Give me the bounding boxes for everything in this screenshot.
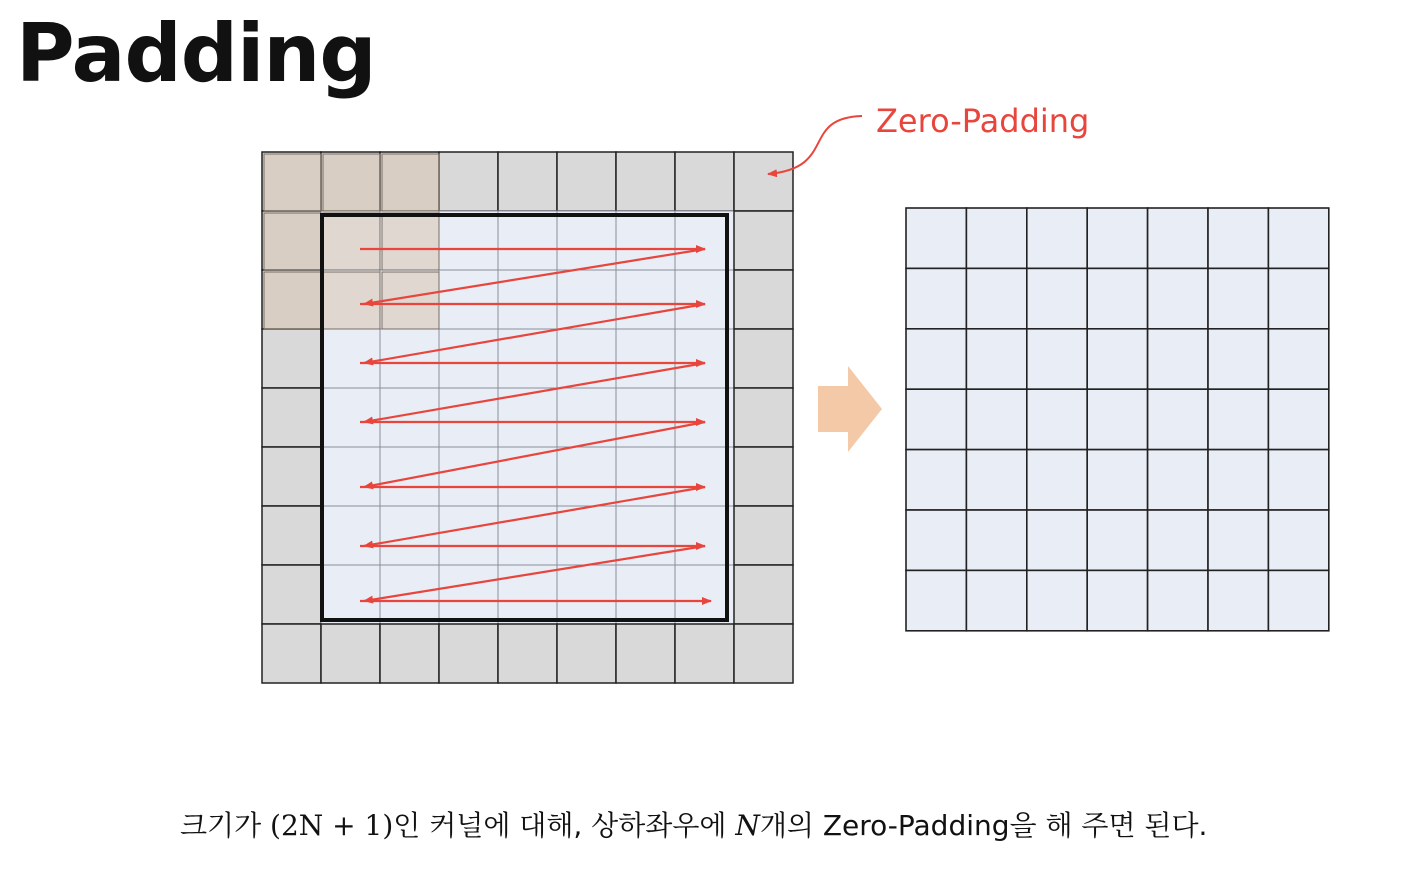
output-cell <box>1208 389 1268 449</box>
padding-cell <box>734 211 793 270</box>
output-cell <box>1027 208 1087 268</box>
output-cell <box>1268 389 1328 449</box>
input-cell <box>439 211 498 270</box>
input-cell <box>616 565 675 624</box>
padding-cell <box>675 624 734 683</box>
output-cell <box>1208 510 1268 570</box>
padding-cell <box>380 624 439 683</box>
input-cell <box>439 506 498 565</box>
input-cell <box>321 565 380 624</box>
kernel-cell <box>264 213 321 270</box>
input-cell <box>498 211 557 270</box>
padding-cell <box>262 506 321 565</box>
output-cell <box>906 510 966 570</box>
output-cell <box>1208 570 1268 630</box>
input-cell <box>439 270 498 329</box>
output-cell <box>966 510 1026 570</box>
caption-n-symbol: N <box>735 809 760 842</box>
kernel-cell <box>264 272 321 329</box>
input-cell <box>616 270 675 329</box>
output-cell <box>1087 570 1147 630</box>
input-cell <box>439 388 498 447</box>
padding-cell <box>734 624 793 683</box>
kernel-overlay <box>264 154 439 329</box>
output-cell <box>966 329 1026 389</box>
zero-padding-label: Zero-Padding <box>876 102 1090 140</box>
output-cell <box>906 389 966 449</box>
padding-cell <box>675 152 734 211</box>
output-cell <box>966 208 1026 268</box>
input-cell <box>557 506 616 565</box>
output-cell <box>1208 208 1268 268</box>
page-title: Padding <box>16 7 376 100</box>
output-cell <box>1148 329 1208 389</box>
kernel-cell <box>323 213 380 270</box>
output-cell <box>966 268 1026 328</box>
output-cell <box>906 329 966 389</box>
input-cell <box>557 565 616 624</box>
padding-cell <box>262 565 321 624</box>
padding-cell <box>734 152 793 211</box>
output-cell <box>1027 389 1087 449</box>
output-cell <box>1087 389 1147 449</box>
output-cell <box>1148 268 1208 328</box>
padding-cell <box>262 447 321 506</box>
transform-arrow <box>818 366 882 452</box>
caption-part2: 인 커널에 대해, 상하좌우에 <box>393 809 736 842</box>
output-cell <box>1027 268 1087 328</box>
padding-cell <box>734 329 793 388</box>
output-grid <box>906 208 1329 631</box>
caption-part1: 크기가 <box>180 809 271 842</box>
padding-cell <box>498 152 557 211</box>
output-cell <box>1027 450 1087 510</box>
input-cell <box>321 506 380 565</box>
output-cell <box>1148 208 1208 268</box>
caption-part3: 개의 Zero-Padding을 해 주면 된다. <box>759 809 1208 842</box>
output-cell <box>966 450 1026 510</box>
output-cell <box>1208 329 1268 389</box>
padding-cell <box>734 270 793 329</box>
output-cell <box>1087 510 1147 570</box>
output-cell <box>1268 570 1328 630</box>
kernel-cell <box>382 213 439 270</box>
output-cell <box>1087 450 1147 510</box>
input-cell <box>557 211 616 270</box>
output-cell <box>1268 208 1328 268</box>
output-cell <box>1148 450 1208 510</box>
output-cell <box>1148 570 1208 630</box>
output-cell <box>1087 208 1147 268</box>
input-cell <box>321 447 380 506</box>
output-cell <box>1148 510 1208 570</box>
input-cell <box>321 388 380 447</box>
input-cell <box>557 388 616 447</box>
output-cell <box>1208 268 1268 328</box>
output-cell <box>906 268 966 328</box>
padding-cell <box>734 447 793 506</box>
padding-cell <box>616 152 675 211</box>
kernel-cell <box>382 154 439 211</box>
output-cell <box>1208 450 1268 510</box>
output-cell <box>1087 268 1147 328</box>
kernel-cell <box>323 272 380 329</box>
output-cell <box>1027 510 1087 570</box>
input-cell <box>321 329 380 388</box>
padding-cell <box>557 624 616 683</box>
output-cell <box>1268 268 1328 328</box>
input-cell <box>557 447 616 506</box>
output-cell <box>1268 329 1328 389</box>
kernel-cell <box>264 154 321 211</box>
kernel-cell <box>323 154 380 211</box>
output-cell <box>1027 570 1087 630</box>
padding-cell <box>734 388 793 447</box>
output-cell <box>1027 329 1087 389</box>
output-cell <box>1148 389 1208 449</box>
padding-cell <box>321 624 380 683</box>
input-cell <box>439 447 498 506</box>
padding-cell <box>616 624 675 683</box>
input-cell <box>439 329 498 388</box>
input-cell <box>439 565 498 624</box>
padding-cell <box>262 329 321 388</box>
caption <box>180 806 1207 846</box>
output-cell <box>1268 450 1328 510</box>
input-cell <box>616 329 675 388</box>
input-cell <box>498 270 557 329</box>
output-cell <box>966 570 1026 630</box>
padding-cell <box>439 152 498 211</box>
input-cell <box>380 447 439 506</box>
padding-cell <box>734 506 793 565</box>
padding-cell <box>734 565 793 624</box>
padding-cell <box>498 624 557 683</box>
output-cell <box>906 450 966 510</box>
caption-formula: (2N + 1) <box>270 809 394 842</box>
output-cell <box>1087 329 1147 389</box>
output-cell <box>906 208 966 268</box>
output-cell <box>966 389 1026 449</box>
padding-cell <box>262 624 321 683</box>
padding-cell <box>262 388 321 447</box>
padding-cell <box>439 624 498 683</box>
output-cell <box>906 570 966 630</box>
output-cell <box>1268 510 1328 570</box>
padding-cell <box>557 152 616 211</box>
